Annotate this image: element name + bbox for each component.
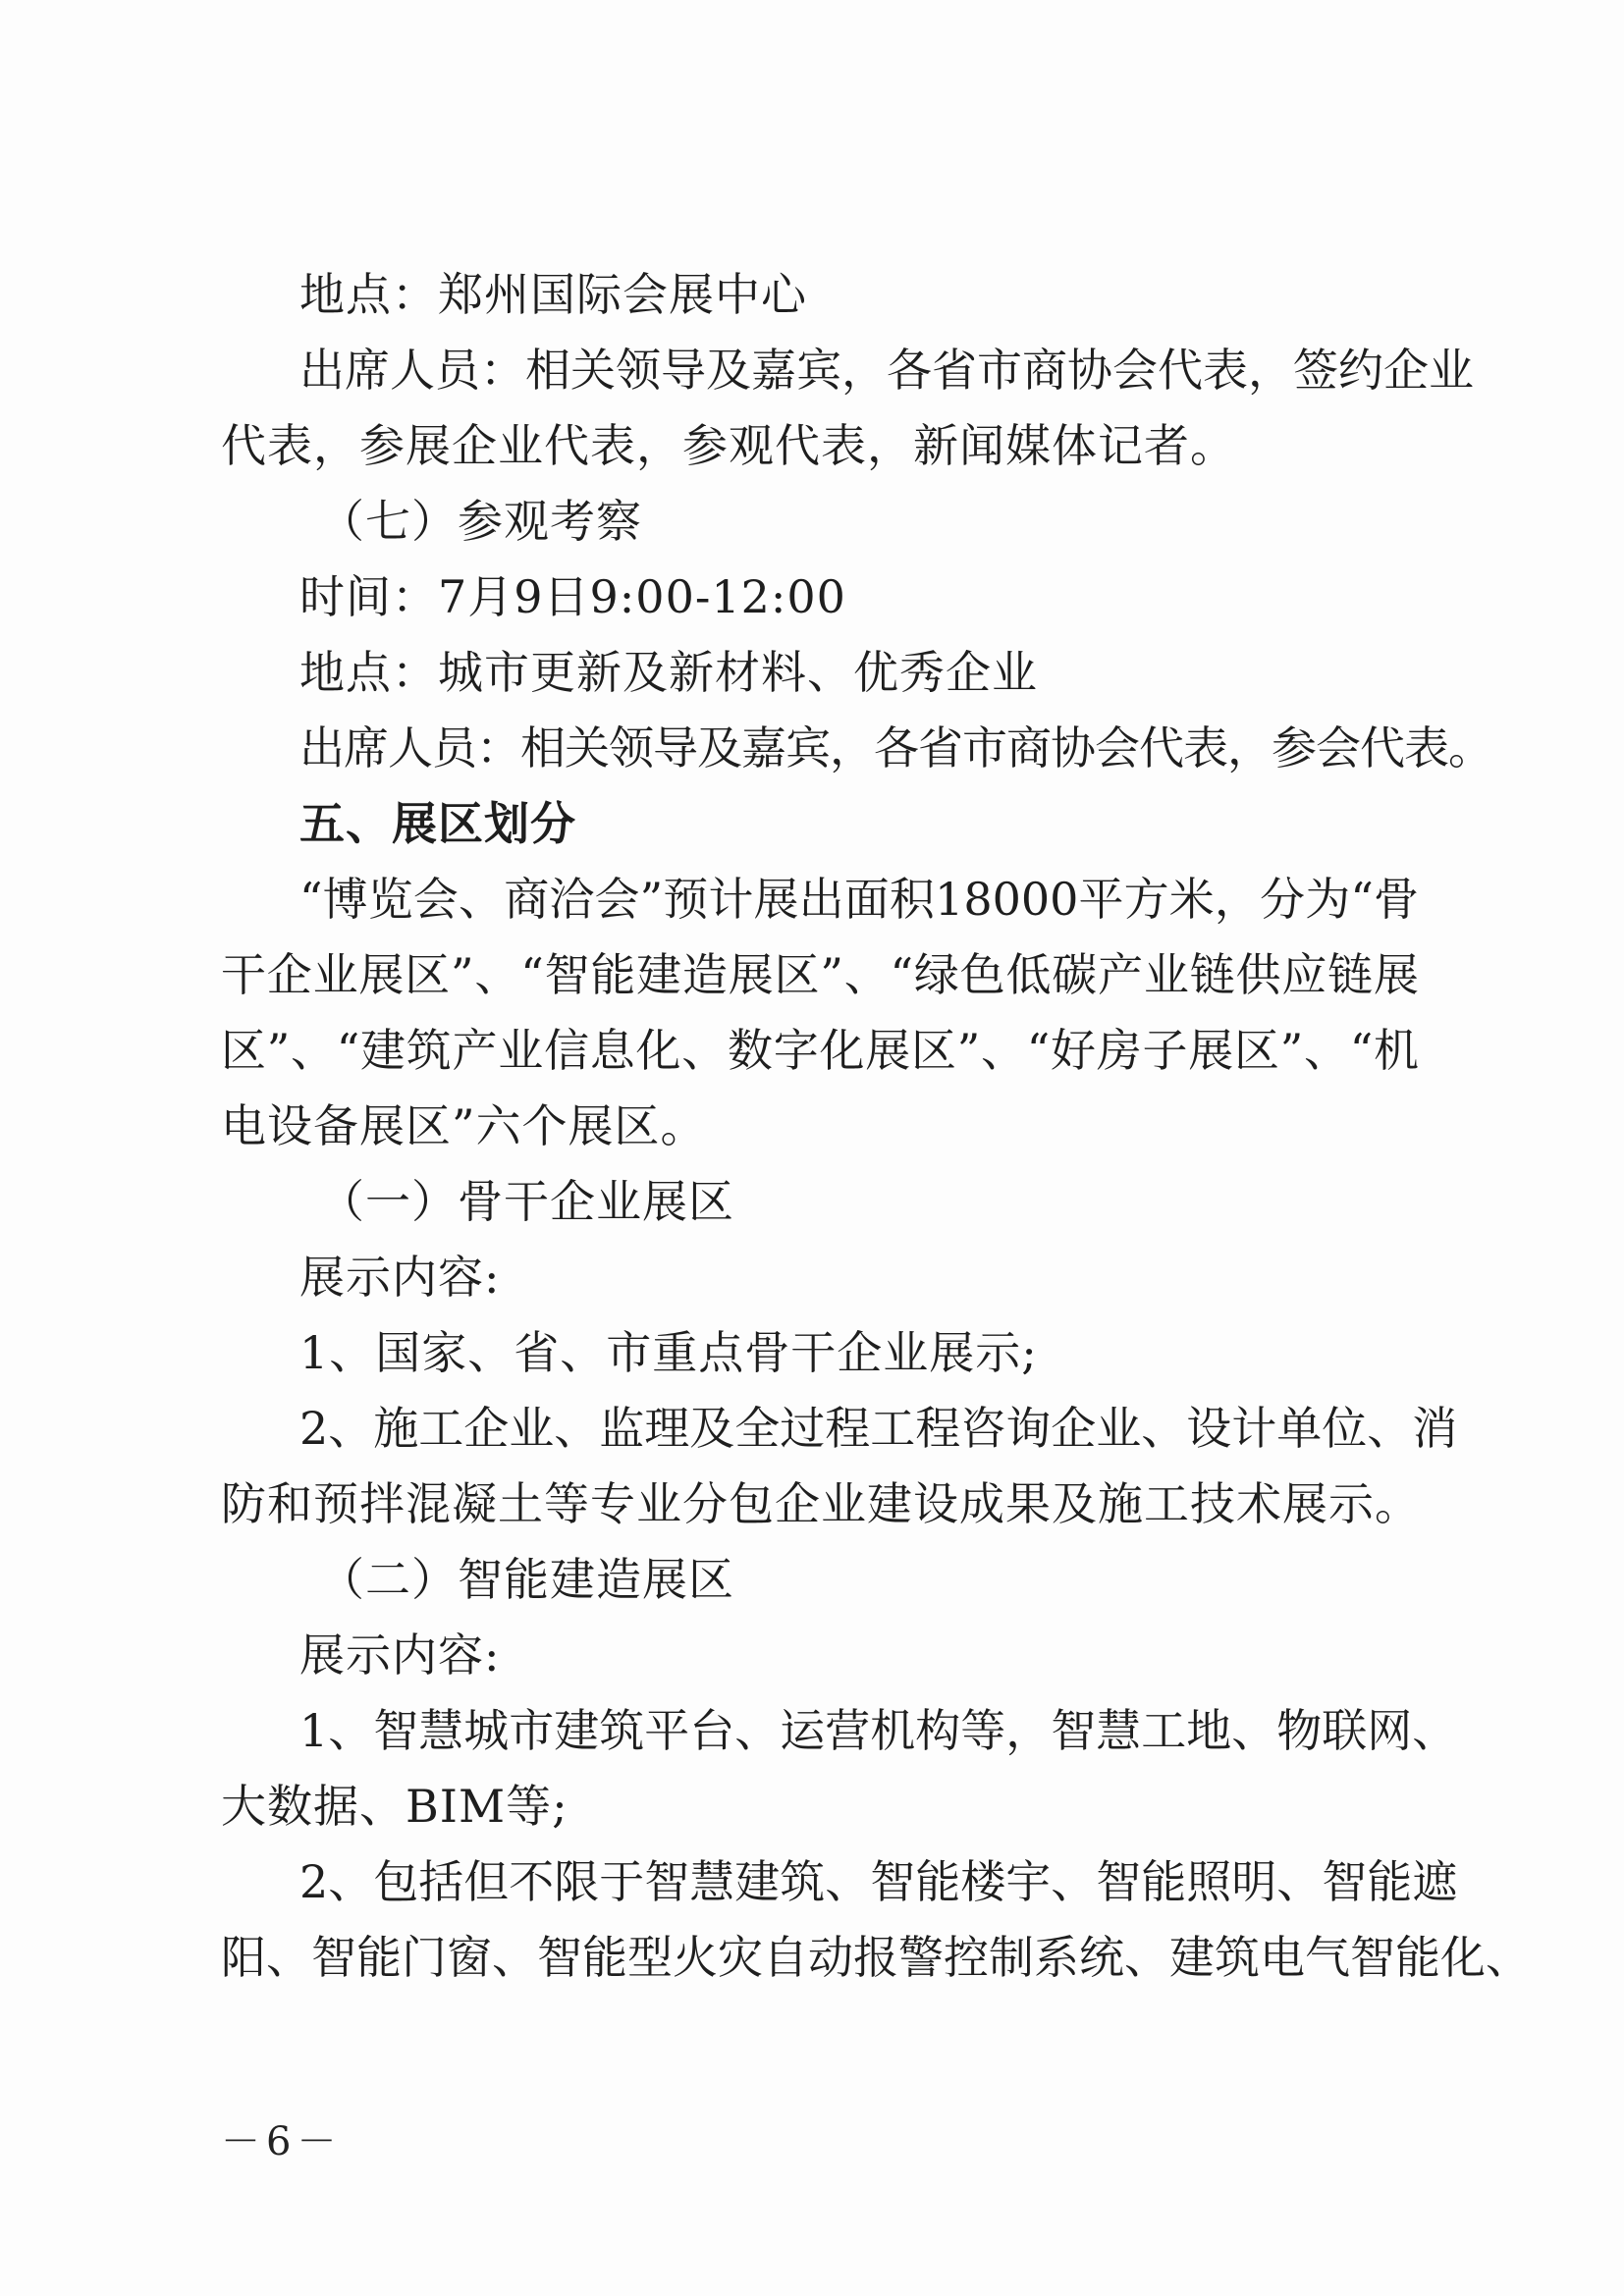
section-subheading: （七）参观考察 <box>319 495 642 548</box>
text-line: 展示内容: <box>299 1251 501 1304</box>
text-line: 出席人员：相关领导及嘉宾，各省市商协会代表，参会代表。 <box>299 721 1492 774</box>
list-item: 1、国家、省、市重点骨干企业展示; <box>299 1326 1038 1379</box>
text-line: 阳、智能门窗、智能型火灾自动报警控制系统、建筑电气智能化、 <box>221 1931 1531 1984</box>
document-body <box>221 257 1531 1996</box>
list-item: 2、包括但不限于智慧建筑、智能楼宇、智能照明、智能遮 <box>299 1855 1458 1908</box>
section-heading: 五、展区划分 <box>299 797 576 850</box>
section-subheading: （一）骨干企业展区 <box>319 1175 734 1228</box>
text-line: “博览会、商洽会”预计展出面积18000平方米，分为“骨 <box>299 873 1419 926</box>
text-line: 展示内容: <box>299 1629 501 1682</box>
text-line: 大数据、BIM等; <box>221 1780 568 1833</box>
text-line: 地点：郑州国际会展中心 <box>299 268 807 321</box>
text-line: 代表，参展企业代表，参观代表，新闻媒体记者。 <box>221 419 1236 472</box>
list-item: 2、施工企业、监理及全过程工程咨询企业、设计单位、消 <box>299 1402 1458 1455</box>
text-line: 出席人员：相关领导及嘉宾，各省市商协会代表，签约企业 <box>299 344 1474 397</box>
text-line: 电设备展区”六个展区。 <box>221 1099 707 1152</box>
list-item: 1、智慧城市建筑平台、运营机构等，智慧工地、物联网、 <box>299 1704 1458 1757</box>
text-line: 防和预拌混凝土等专业分包企业建设成果及施工技术展示。 <box>221 1477 1421 1530</box>
section-subheading: （二）智能建造展区 <box>319 1553 734 1606</box>
text-line: 干企业展区”、“智能建造展区”、“绿色低碳产业链供应链展 <box>221 948 1419 1001</box>
page-number: －6－ <box>221 2119 343 2164</box>
text-line: 地点：城市更新及新材料、优秀企业 <box>299 646 1038 699</box>
text-line: 区”、“建筑产业信息化、数字化展区”、“好房子展区”、“机 <box>221 1024 1419 1077</box>
text-line: 时间：7月9日9:00-12:00 <box>299 570 846 623</box>
